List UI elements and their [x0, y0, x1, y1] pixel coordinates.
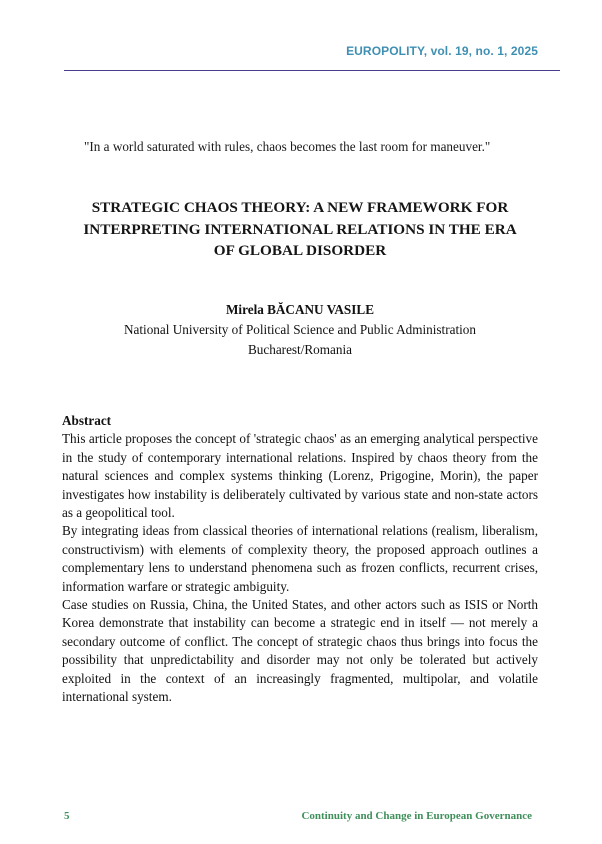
- header-divider: [64, 70, 560, 71]
- author-block: [50, 300, 550, 360]
- title-line: OF GLOBAL DISORDER: [213, 242, 387, 259]
- abstract-section: [62, 412, 538, 707]
- author-name: Mirela BĂCANU VASILE: [225, 302, 374, 317]
- abstract-paragraph: By integrating ideas from classical theories of international relations (realism, liberalism, constructivism) with elements of complexity theory, the proposed approach outlines a complementary lens to understand phenomena such as frozen conflicts, recurrent crises, information warfare or strategic ambiguity.: [62, 523, 538, 594]
- author-location: Bucharest/Romania: [247, 342, 352, 357]
- journal-reference: EUROPOLITY, vol. 19, no. 1, 2025: [346, 44, 538, 58]
- title-line: INTERPRETING INTERNATIONAL RELATIONS IN THE ERA: [83, 220, 517, 238]
- abstract-heading: Abstract: [62, 413, 112, 428]
- epigraph-quote: "In a world saturated with rules, chaos becomes the last room for maneuver.": [84, 139, 491, 154]
- author-affiliation: National University of Political Science and Public Administration: [124, 322, 476, 337]
- paper-title: [50, 197, 550, 262]
- title-line: STRATEGIC CHAOS THEORY: A NEW FRAMEWORK FOR: [91, 199, 509, 216]
- abstract-paragraph: Case studies on Russia, China, the United States, and other actors such as ISIS or North Korea demonstrate that instability can become a strategic end in itself — not merely a secondary outcome of conflict. The concept of strategic chaos thus brings into focus the possibility that unpredictability and disorder may not only be tolerated but actively exploited in the context of an increasingly fragmented, multipolar, and volatile international system.: [62, 597, 538, 705]
- page-number: 5: [64, 810, 70, 822]
- abstract-paragraph: This article proposes the concept of 'strategic chaos' as an emerging analytical perspective in the study of contemporary international relations. Inspired by chaos theory from the natural sciences and complex systems thinking (Lorenz, Prigogine, Morin), the paper investigates how instability is deliberately cultivated by various state and non-state actors as a geopolitical tool.: [62, 431, 538, 521]
- footer-journal-name: Continuity and Change in European Governance: [301, 810, 532, 822]
